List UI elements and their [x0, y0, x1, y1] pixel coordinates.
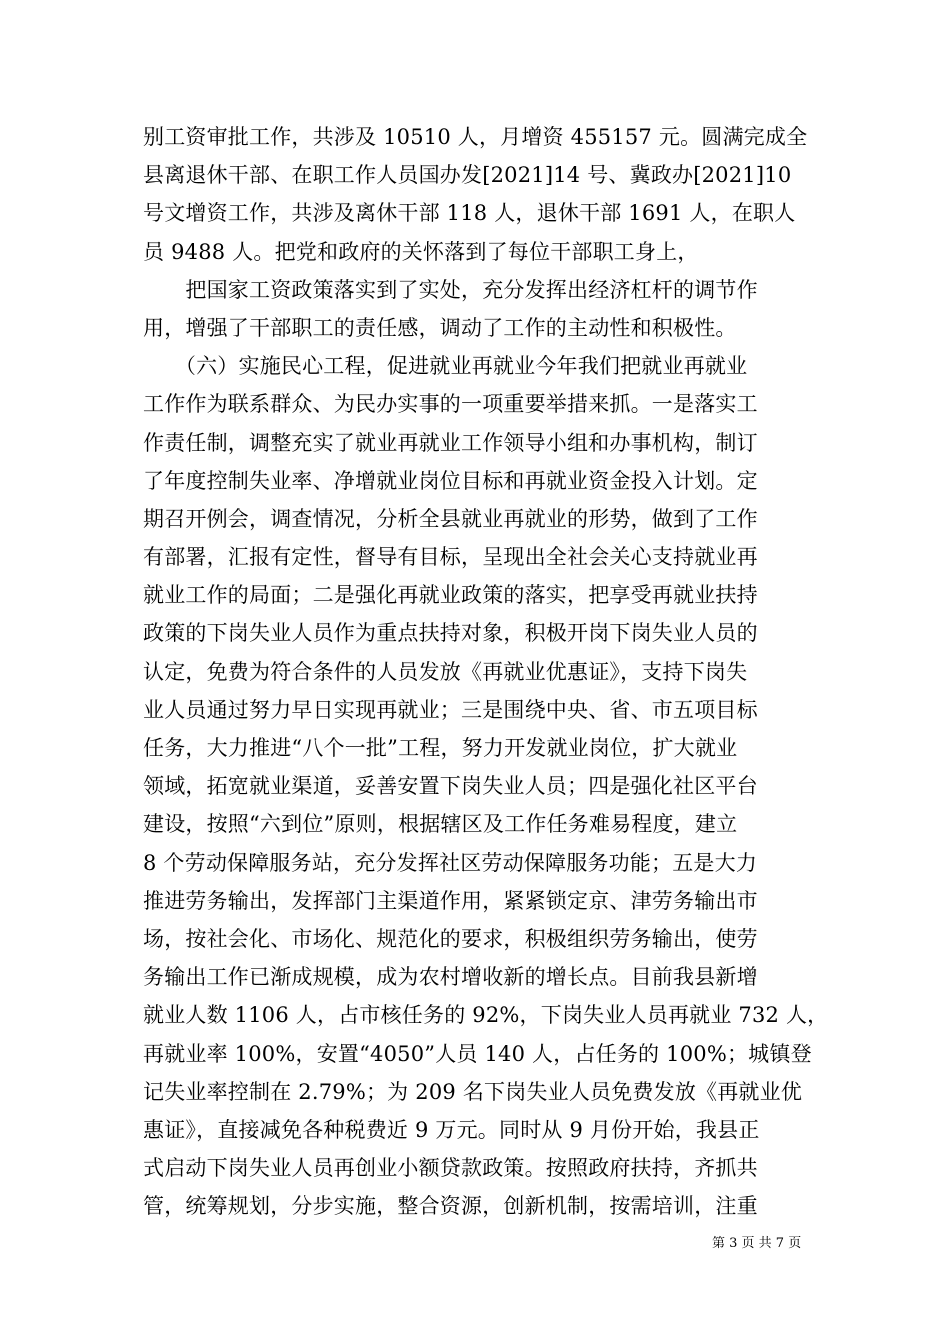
text-line: 工作作为联系群众、为民办实事的一项重要举措来抓。一是落实工	[143, 392, 758, 417]
text-line: 式启动下岗失业人员再创业小额贷款政策。按照政府扶持，齐抓共	[143, 1156, 758, 1181]
text-line: 业人员通过努力早日实现再就业；三是围绕中央、省、市五项目标	[143, 697, 758, 722]
text-line: 推进劳务输出，发挥部门主渠道作用，紧紧锁定京、津劳务输出市	[143, 888, 758, 913]
text-line: 了年度控制失业率、净增就业岗位目标和再就业资金投入计划。定	[143, 468, 758, 493]
text-line: 政策的下岗失业人员作为重点扶持对象，积极开岗下岗失业人员的	[143, 621, 758, 646]
text-line: 号文增资工作，共涉及离休干部 118 人，退休干部 1691 人，在职人	[143, 201, 796, 226]
text-line: 记失业率控制在 2.79%；为 209 名下岗失业人员免费发放《再就业优	[143, 1079, 803, 1104]
text-line: 把国家工资政策落实到了实处，充分发挥出经济杠杆的调节作	[143, 277, 758, 302]
text-line: 务输出工作已渐成规模，成为农村增收新的增长点。目前我县新增	[143, 965, 758, 990]
text-line: 惠证》，直接减免各种税费近 9 万元。同时从 9 月份开始，我县正	[143, 1117, 760, 1142]
text-line: 任务，大力推进“八个一批”工程，努力开发就业岗位，扩大就业	[143, 736, 738, 760]
text-line: 县离退休干部、在职工作人员国办发[2021]14 号、冀政办[2021]10	[143, 163, 792, 188]
text-line: 管，统筹规划，分步实施，整合资源，创新机制，按需培训，注重	[143, 1194, 758, 1219]
text-line: 再就业率 100%，安置“4050”人员 140 人，占任务的 100%；城镇登	[143, 1041, 812, 1066]
text-line: 有部署，汇报有定性，督导有目标，呈现出全社会关心支持就业再	[143, 545, 758, 570]
text-line: 领域，拓宽就业渠道，妥善安置下岗失业人员；四是强化社区平台	[143, 774, 758, 799]
text-line: 就业工作的局面；二是强化再就业政策的落实，把享受再就业扶持	[143, 583, 758, 608]
text-line: 期召开例会，调查情况，分析全县就业再就业的形势，做到了工作	[143, 506, 758, 531]
text-line: （六）实施民心工程，促进就业再就业今年我们把就业再就业	[143, 354, 748, 379]
text-line: 作责任制，调整充实了就业再就业工作领导小组和办事机构，制订	[143, 430, 758, 455]
text-line: 就业人数 1106 人，占市核任务的 92%，下岗失业人员再就业 732 人，	[143, 1003, 829, 1028]
text-line: 别工资审批工作，共涉及 10510 人，月增资 455157 元。圆满完成全	[143, 125, 808, 149]
text-line: 8 个劳动保障服务站，充分发挥社区劳动保障服务功能；五是大力	[143, 850, 758, 875]
body-text	[143, 118, 829, 1225]
text-line: 用，增强了干部职工的责任感，调动了工作的主动性和积极性。	[143, 315, 737, 340]
page-number: 第 3 页 共 7 页	[712, 1236, 802, 1251]
text-line: 场，按社会化、市场化、规范化的要求，积极组织劳务输出，使劳	[143, 926, 758, 951]
text-line: 建设，按照“六到位”原则，根据辖区及工作任务难易程度，建立	[143, 812, 738, 837]
text-line: 员 9488 人。把党和政府的关怀落到了每位干部职工身上，	[143, 239, 699, 264]
text-line: 认定，免费为符合条件的人员发放《再就业优惠证》，支持下岗失	[143, 659, 748, 684]
